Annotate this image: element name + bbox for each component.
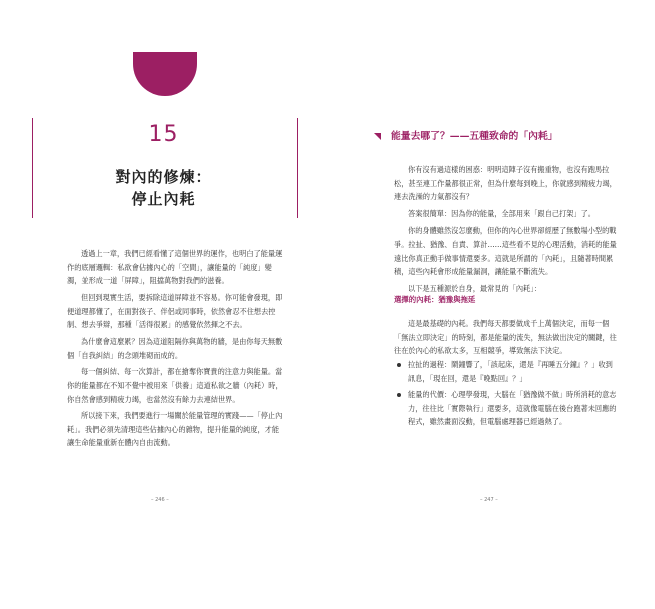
list-item-text: 能量的代價：心理學發現，大腦在「猶豫做不做」時所消耗的意志力，往往比「實際執行」還要多，這就像電腦在後台跑著未回應的程式，雖然畫面沒動，但電腦處理器已經過熱了。 — [408, 390, 617, 427]
chapter-title-line1: 對內的修煉： — [115, 168, 212, 186]
paragraph: 所以接下來，我們要進行一場關於能量管理的實踐——「停止內耗」。我們必須先清理這些佔據內心的雜物，提升能量的純度，才能讓生命能量重新在體內自由流動。 — [67, 411, 283, 448]
section-heading-text: 能量去哪了？——五種致命的「內耗」 — [391, 131, 558, 142]
paragraph: 但回到現實生活，要拆除這道屏障並不容易。你可能會發現，即便道理都懂了，在面對孩子、伴侶或同事時，依然會忍不住想去控制、想去爭辯，那種「活得很累」的感覺依然揮之不去。 — [67, 292, 283, 330]
bullet-list — [394, 358, 619, 432]
chapter-tab-decoration — [133, 52, 197, 96]
subheading: 選擇的內耗：猶豫與拖延 — [394, 295, 476, 304]
page-number-left: – 246 – — [151, 497, 169, 503]
left-body-text — [67, 247, 285, 453]
right-page — [328, 0, 655, 609]
list-item-text: 拉扯的過程：鬧鐘響了，「該起床，還是『再睡五分鐘』？」收到訊息，「現在回，還是『晚點回』？」 — [408, 360, 613, 383]
chapter-number: 15 — [148, 122, 179, 147]
paragraph: 以下是五種源於自身，最常見的「內耗」： — [408, 284, 541, 294]
chapter-title-line2: 停止內耗 — [131, 190, 196, 208]
paragraph: 你有沒有過這樣的困惑：明明這陣子沒有搬重物，也沒有跑馬拉松，甚至連工作量都很正常，但為什麼每到晚上，你就感到精疲力竭，連去洗澡的力氣都沒有？ — [394, 165, 617, 202]
list-item — [394, 388, 619, 429]
bullet-icon — [397, 393, 401, 397]
left-page — [0, 0, 327, 609]
paragraph: 為什麼會這麼累？因為這道阻隔你與萬物的牆，是由你每天無數個「自我糾結」的念頭堆砌而成的。 — [67, 336, 283, 360]
right-body-text-2 — [394, 317, 618, 362]
right-body-text — [394, 163, 618, 299]
paragraph: 你的身體雖然沒怎麼動，但你的內心世界卻經歷了無數場小型的戰爭。拉扯、猶豫、自責、算計……這些看不見的心理活動，消耗的能量遠比你真正動手做事情還要多。這就是所謂的「內耗」，且隨著時間累積，這些內耗會形成能量漏洞，讓能量不斷流失。 — [394, 226, 617, 277]
section-heading — [374, 128, 634, 142]
page-number-right: – 247 – — [480, 497, 498, 503]
paragraph: 這是最基礎的內耗。我們每天都要做成千上萬個決定，而每一個「無法立即決定」的時刻，都是能量的流失，無法做出決定的關鍵，往往在於內心的私欲太多，互相競爭，導致無法下決定。 — [394, 319, 617, 356]
triangle-marker-icon — [374, 133, 381, 140]
paragraph: 答案很簡單：因為你的能量，全部用來「跟自己打架」了。 — [408, 209, 595, 219]
paragraph: 透過上一章，我們已經看懂了這個世界的運作，也明白了能量運作的底層邏輯：私欲會佔據內心的「空間」，讓能量的「純度」變濁，並形成一道「屏障」，阻擋萬物對我們的滋養。 — [67, 249, 283, 286]
list-item — [394, 358, 619, 385]
bullet-icon — [397, 363, 401, 367]
paragraph: 每一個糾結、每一次算計，都在搶奪你寶貴的注意力與能量。當你的能量都在不知不覺中被用來「供養」這道私欲之牆（內耗）時，你自然會感到精疲力竭，也當然沒有餘力去連結世界。 — [67, 367, 283, 404]
